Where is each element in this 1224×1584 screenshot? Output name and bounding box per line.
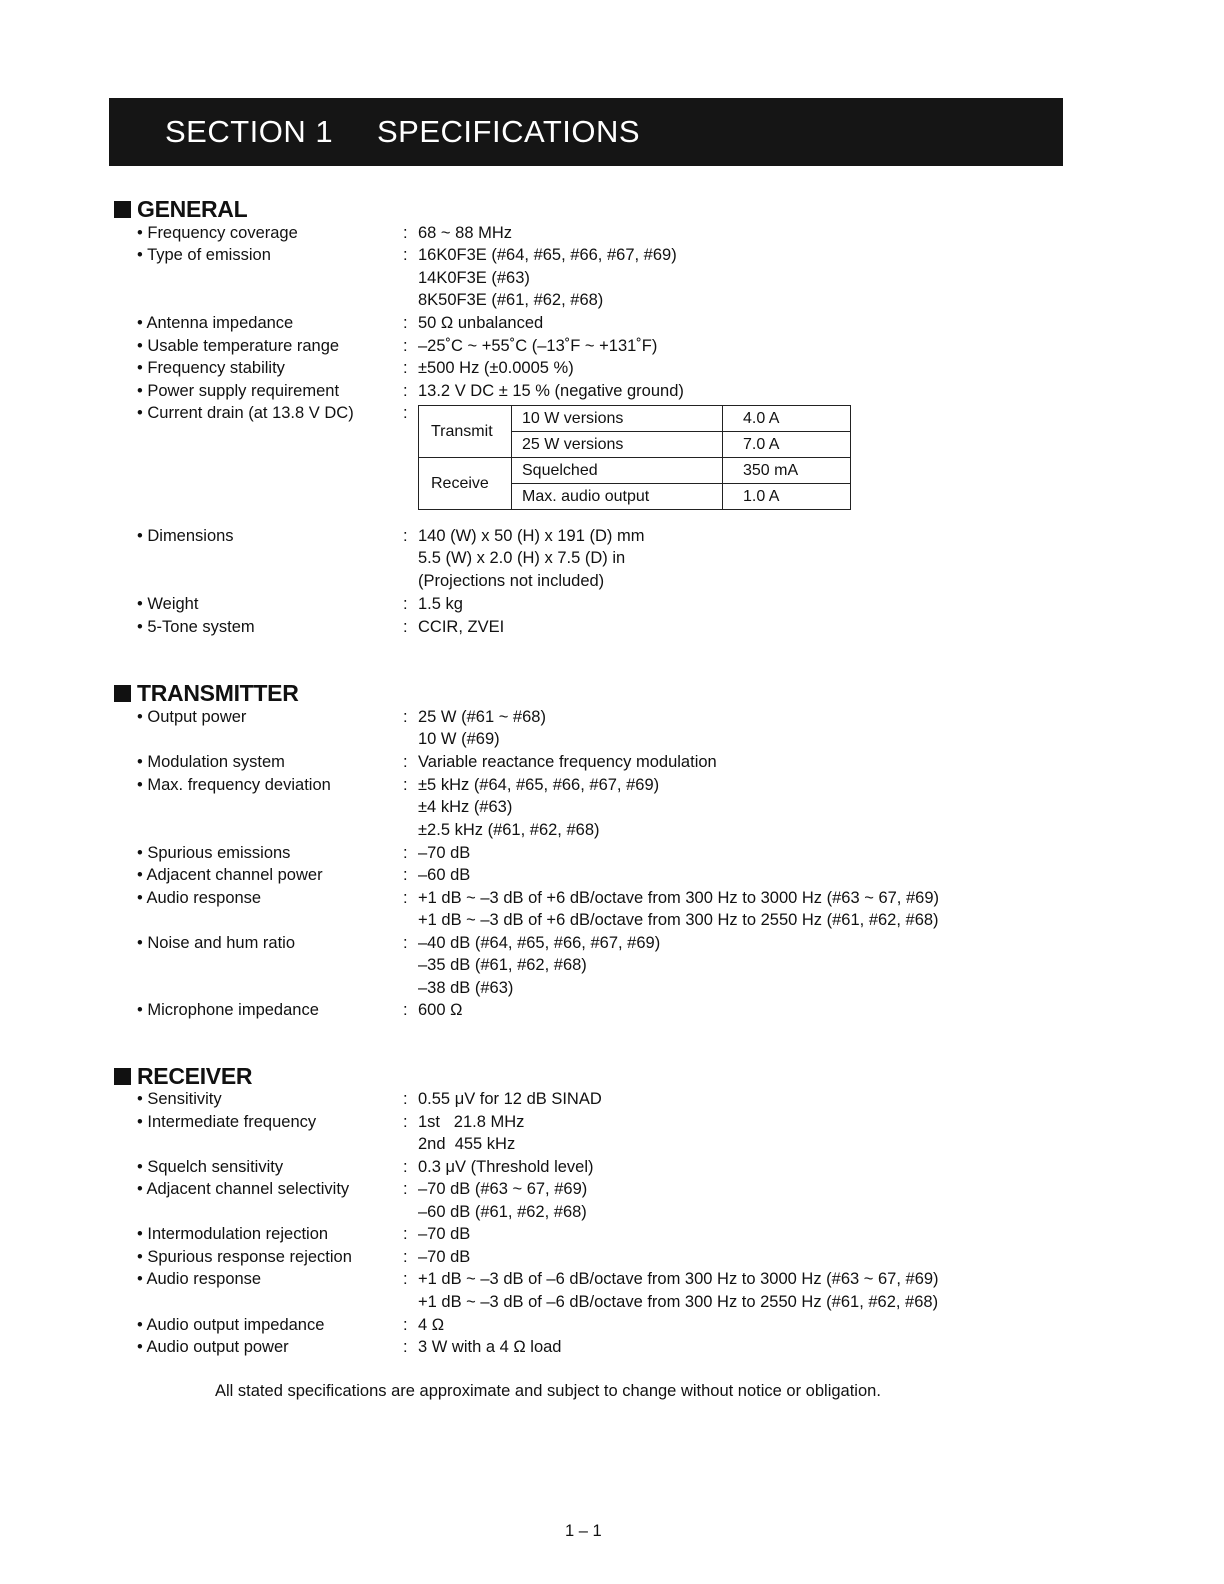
table-cell: Receive (419, 458, 512, 510)
spec-row: • Spurious emissions : –70 dB (137, 844, 471, 862)
spec-row: • Frequency coverage : 68 ~ 88 MHz (137, 224, 513, 242)
spec-row-cont: ±2.5 kHz (#61, #62, #68) (418, 821, 600, 839)
spec-row: • Frequency stability : ±500 Hz (±0.0005 %) (137, 359, 574, 377)
spec-row-cont: –35 dB (#61, #62, #68) (418, 956, 587, 974)
spec-row: • Antenna impedance : 50 Ω unbalanced (137, 314, 544, 332)
table-cell: 350 mA (723, 458, 851, 484)
spec-row: • Noise and hum ratio : –40 dB (#64, #65, #66, #67, #69) (137, 934, 661, 952)
spec-row-cont: 10 W (#69) (418, 730, 500, 748)
spec-row: • Type of emission : 16K0F3E (#64, #65, #66, #67, #69) (137, 246, 677, 264)
spec-row: • Intermodulation rejection : –70 dB (137, 1225, 471, 1243)
square-bullet-icon (114, 685, 131, 702)
spec-row-cont: 8K50F3E (#61, #62, #68) (418, 291, 604, 309)
page-number: 1 – 1 (565, 1522, 602, 1540)
spec-row-cont: –60 dB (#61, #62, #68) (418, 1203, 587, 1221)
spec-row: • Weight : 1.5 kg (137, 595, 463, 613)
spec-row-cont: 2nd 455 kHz (418, 1135, 516, 1153)
table-cell: 1.0 A (723, 484, 851, 510)
table-cell: Squelched (512, 458, 723, 484)
square-bullet-icon (114, 1068, 131, 1085)
table-cell: Transmit (419, 406, 512, 458)
spec-row: • 5-Tone system : CCIR, ZVEI (137, 618, 505, 636)
spec-row: • Intermediate frequency : 1st 21.8 MHz (137, 1113, 525, 1131)
spec-row: • Dimensions : 140 (W) x 50 (H) x 191 (D) mm (137, 527, 645, 545)
general-heading: GENERAL (114, 196, 247, 223)
section-number: SECTION 1 (165, 114, 334, 149)
table-row (419, 406, 851, 432)
spec-row-cont: 14K0F3E (#63) (418, 269, 530, 287)
spec-row: • Spurious response rejection : –70 dB (137, 1248, 471, 1266)
table-cell: Max. audio output (512, 484, 723, 510)
spec-row: • Microphone impedance : 600 Ω (137, 1001, 463, 1019)
current-drain-table (418, 405, 851, 510)
table-cell: 10 W versions (512, 406, 723, 432)
spec-row-cont: +1 dB ~ –3 dB of –6 dB/octave from 300 Hz to 2550 Hz (#61, #62, #68) (418, 1293, 939, 1311)
spec-row-cont: –38 dB (#63) (418, 979, 514, 997)
spec-row: • Squelch sensitivity : 0.3 μV (Threshold level) (137, 1158, 594, 1176)
spec-row: • Modulation system : Variable reactance frequency modulation (137, 753, 717, 771)
table-cell: 4.0 A (723, 406, 851, 432)
table-cell: 25 W versions (512, 432, 723, 458)
spec-row-cont: 5.5 (W) x 2.0 (H) x 7.5 (D) in (418, 549, 626, 567)
table-row (419, 458, 851, 484)
spec-row: • Audio output impedance : 4 Ω (137, 1316, 445, 1334)
spec-row: • Audio response : +1 dB ~ –3 dB of –6 dB/octave from 300 Hz to 3000 Hz (#63 ~ 67, #69) (137, 1270, 939, 1288)
square-bullet-icon (114, 201, 131, 218)
transmitter-heading: TRANSMITTER (114, 680, 299, 707)
spec-row-cont: +1 dB ~ –3 dB of +6 dB/octave from 300 Hz to 2550 Hz (#61, #62, #68) (418, 911, 939, 929)
table-cell: 7.0 A (723, 432, 851, 458)
section-banner (109, 98, 1063, 166)
spec-row: • Current drain (at 13.8 V DC) : (137, 404, 408, 422)
spec-row: • Adjacent channel power : –60 dB (137, 866, 471, 884)
receiver-heading: RECEIVER (114, 1063, 252, 1090)
spec-row: • Audio response : +1 dB ~ –3 dB of +6 dB/octave from 300 Hz to 3000 Hz (#63 ~ 67, #69) (137, 889, 939, 907)
spec-row: • Max. frequency deviation : ±5 kHz (#64, #65, #66, #67, #69) (137, 776, 660, 794)
spec-row: • Power supply requirement : 13.2 V DC ± 15 % (negative ground) (137, 382, 684, 400)
spec-row: • Audio output power : 3 W with a 4 Ω load (137, 1338, 562, 1356)
spec-row-cont: ±4 kHz (#63) (418, 798, 513, 816)
spec-row: • Usable temperature range : –25˚C ~ +55˚C (–13˚F ~ +131˚F) (137, 337, 658, 355)
spec-row: • Sensitivity : 0.55 μV for 12 dB SINAD (137, 1090, 602, 1108)
page-title: SPECIFICATIONS (377, 114, 641, 149)
spec-row: • Output power : 25 W (#61 ~ #68) (137, 708, 546, 726)
footnote: All stated specifications are approximate and subject to change without notice or obligation. (215, 1382, 881, 1400)
spec-row: • Adjacent channel selectivity : –70 dB (#63 ~ 67, #69) (137, 1180, 588, 1198)
spec-row-cont: (Projections not included) (418, 572, 605, 590)
